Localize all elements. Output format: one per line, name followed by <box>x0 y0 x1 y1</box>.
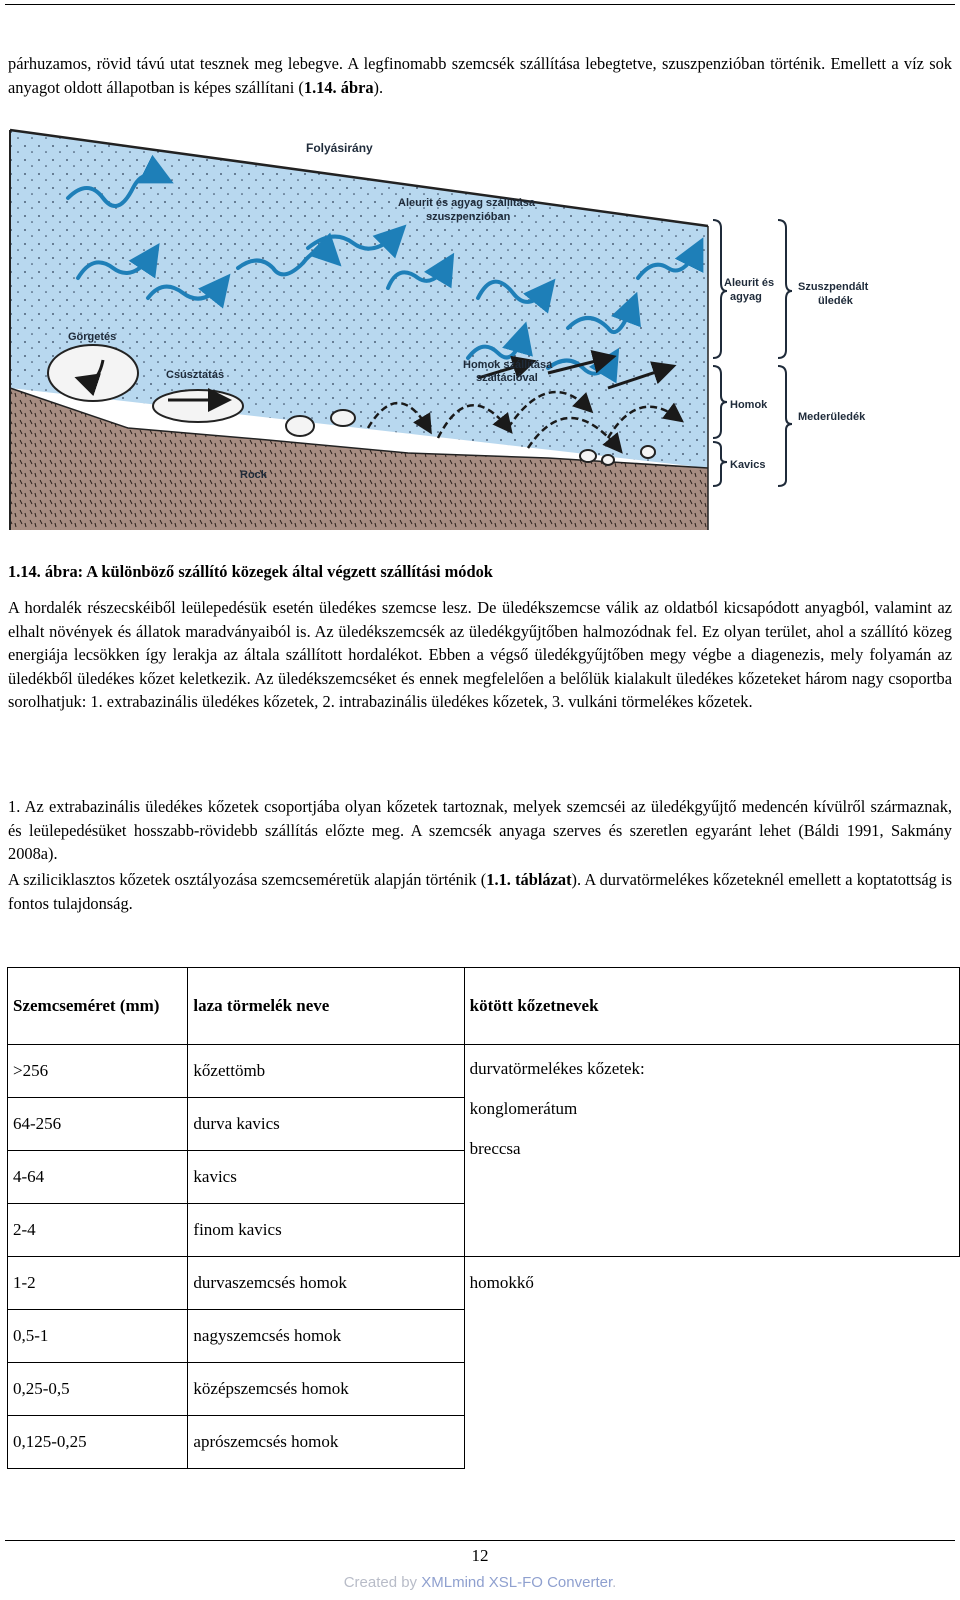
grain-size-cell: 0,5-1 <box>8 1310 188 1363</box>
brace-gravel <box>713 442 727 486</box>
pebble <box>286 416 314 436</box>
brace-bedload <box>778 366 792 486</box>
loose-debris-cell: nagyszemcsés homok <box>188 1310 464 1363</box>
figure-reference: 1.14. ábra <box>303 77 374 97</box>
header-loose-debris: laza törmelék neve <box>188 968 464 1045</box>
paragraph-extrabasinal: 1. Az extrabazinális üledékes kőzetek csoportjába olyan kőzetek tartoznak, melyek szemcséi az üledékgyűjtő medencén kívülről származnak, és leülepedésüket hosszabb-rövidebb szállítás előzte meg. A szemcsék anyaga szerves és szeretlen egyaránt lehet (Báldi 1991, Sakmány 2008a). <box>8 797 952 863</box>
table-row <box>8 1257 960 1310</box>
silt-clay-label-2: agyag <box>730 291 762 303</box>
footer-credit: Created by XMLmind XSL-FO Converter. <box>343 1574 617 1591</box>
header-grain-size: Szemcseméret (mm) <box>8 968 188 1045</box>
sand-label: Homok <box>730 399 768 411</box>
loose-debris-cell: durvaszemcsés homok <box>188 1257 464 1310</box>
brace-silt-clay <box>713 220 727 358</box>
rock-name-cell-sandstone <box>464 1257 959 1469</box>
loose-debris-cell: kőzettömb <box>188 1045 464 1098</box>
water-dots <box>10 130 708 468</box>
loose-debris-cell: durva kavics <box>188 1098 464 1151</box>
grain-size-cell: 1-2 <box>8 1257 188 1310</box>
rock-label: Rock <box>240 469 267 481</box>
suspension-label-2: szuszpenzióban <box>426 211 511 223</box>
grain-size-table <box>7 967 960 1469</box>
grain-size-cell: 64-256 <box>8 1098 188 1151</box>
grain-size-cell: 2-4 <box>8 1204 188 1257</box>
grain-size-cell: 0,25-0,5 <box>8 1363 188 1416</box>
flow-label: Folyásirány <box>306 141 373 155</box>
rock-name: breccsa <box>469 1139 521 1158</box>
gravel-label: Kavics <box>730 459 766 471</box>
suspension-label: Aleurit és agyag szállítása <box>398 197 535 209</box>
footer-rule <box>5 1540 955 1541</box>
table-row <box>8 1045 960 1098</box>
sediment-transport-figure <box>8 128 884 540</box>
top-rule <box>5 4 955 5</box>
brace-sand <box>713 366 727 438</box>
grain-size-cell: 0,125-0,25 <box>8 1416 188 1469</box>
converter-link[interactable]: XMLmind XSL-FO Converter <box>421 1574 613 1591</box>
rock-name-cell-coarse <box>464 1045 959 1257</box>
page-number: 12 <box>471 1546 489 1565</box>
grain-size-cell: >256 <box>8 1045 188 1098</box>
saltation-label: Homok szállítása <box>463 359 553 371</box>
rock-name: durvatörmelékes kőzetek: <box>469 1059 645 1078</box>
table-header-row <box>8 968 960 1045</box>
pebble <box>641 446 655 458</box>
figure-caption: 1.14. ábra: A különböző szállító közegek által végzett szállítási módok <box>8 562 493 581</box>
pebble <box>580 450 596 462</box>
brace-suspended <box>778 220 792 358</box>
pebble <box>602 455 614 465</box>
saltation-label-2: szaltációval <box>476 372 538 384</box>
grain-size-cell: 4-64 <box>8 1151 188 1204</box>
suspended-sediment-label: Szuszpendált <box>798 281 869 293</box>
header-rock-names: kötött kőzetnevek <box>464 968 959 1045</box>
loose-debris-cell: finom kavics <box>188 1204 464 1257</box>
pebble-sliding <box>153 390 243 422</box>
intro-paragraph: párhuzamos, rövid távú utat tesznek meg lebegve. A legfinomabb szemcsék szállítása lebegtetve, szuszpenzióban történik. Emellett a víz sok anyagot oldott állapotban is képes szállítani (1.14. ábra). <box>8 54 952 97</box>
loose-debris-cell: kavics <box>188 1151 464 1204</box>
rolling-label: Görgetés <box>68 331 117 343</box>
rock-name: homokkő <box>469 1273 534 1292</box>
silt-clay-label: Aleurit és <box>724 277 775 289</box>
paragraph-deposition: A hordalék részecskéiből leülepedésük esetén üledékes szemcse lesz. De üledékszemcse válik az oldatból kicsapódott anyagból, valamint az elhalt növények és állatok maradványaiból is. Az üledékszemcsék az üledékgyűjtőben halmozódnak fel. Ez olyan terület, ahol a szállító közeg energiája lecsökken így lerakja az általa szállított hordalékot. Ebben a végső üledékgyűjtőben megy végbe a diagenezis, mely folyamán az üledékből üledékes kőzet keletkezik. Az üledékszemcséket és ennek megfelelően a belőlük kialakult üledékes kőzeteket három nagy csoportba sorolhatjuk: 1. extrabazinális üledékes kőzetek, 2. intrabazinális üledékes kőzetek, 3. vulkáni törmelékes kőzetek. <box>8 598 952 711</box>
size-braces <box>713 220 792 486</box>
pebble <box>331 410 355 426</box>
bedload-label: Mederüledék <box>798 411 866 423</box>
table-reference: 1.1. táblázat <box>486 870 572 889</box>
paragraph-classification: A sziliciklasztos kőzetek osztályozása szemcseméretük alapján történik (1.1. táblázat). A durvatörmelékes kőzeteknél emellett a koptatottság is fontos tulajdonság. <box>8 870 952 913</box>
suspended-sediment-label-2: üledék <box>818 295 853 307</box>
loose-debris-cell: aprószemcsés homok <box>188 1416 464 1469</box>
rock-name: konglomerátum <box>469 1099 578 1118</box>
sliding-label: Csúsztatás <box>166 369 225 381</box>
loose-debris-cell: középszemcsés homok <box>188 1363 464 1416</box>
boulder-rolling <box>48 345 138 401</box>
